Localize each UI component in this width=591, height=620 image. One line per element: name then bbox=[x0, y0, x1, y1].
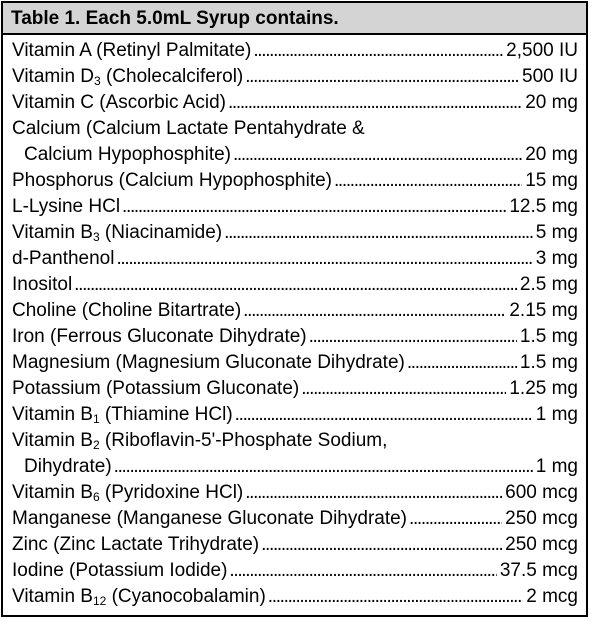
nutrient-name bbox=[12, 584, 523, 610]
nutrient-amount: 500 IU bbox=[522, 66, 578, 87]
nutrient-name bbox=[12, 428, 387, 454]
table-row bbox=[3, 324, 586, 350]
nutrient-amount: 5 mg bbox=[535, 222, 578, 243]
nutrient-name bbox=[12, 220, 533, 246]
nutrient-name-text: Dihydrate) bbox=[24, 456, 112, 477]
nutrient-name-suffix: (Cyanocobalamin) bbox=[106, 586, 266, 607]
nutrient-name-text: Vitamin B bbox=[12, 430, 93, 451]
table-row bbox=[3, 532, 586, 558]
supplement-facts-table bbox=[1, 1, 588, 617]
nutrient-name bbox=[12, 168, 522, 194]
nutrient-name-text: Phosphorus (Calcium Hypophosphite) bbox=[12, 170, 332, 191]
nutrient-name bbox=[12, 376, 506, 402]
nutrient-subscript: 3 bbox=[94, 74, 101, 88]
table-row bbox=[3, 194, 586, 220]
nutrient-name-text: Vitamin B bbox=[12, 404, 93, 425]
nutrient-name bbox=[12, 480, 502, 506]
nutrient-amount: 1 mg bbox=[535, 404, 578, 425]
nutrient-amount: 250 mcg bbox=[505, 534, 578, 555]
nutrient-name bbox=[24, 454, 533, 480]
table-row bbox=[3, 584, 586, 610]
nutrient-amount: 250 mcg bbox=[505, 508, 578, 529]
nutrient-amount: 15 mg bbox=[525, 170, 578, 191]
nutrient-name-text: Magnesium (Magnesium Gluconate Dihydrate) bbox=[12, 352, 405, 373]
nutrient-amount: 1.5 mg bbox=[519, 352, 578, 373]
table-row bbox=[3, 402, 586, 428]
nutrient-amount: 2.15 mg bbox=[509, 300, 578, 321]
nutrient-name-text: Zinc (Zinc Lactate Trihydrate) bbox=[12, 534, 260, 555]
nutrient-name bbox=[12, 64, 519, 90]
nutrient-amount: 1.5 mg bbox=[519, 326, 578, 347]
table-row bbox=[3, 142, 586, 168]
nutrient-amount: 1 mg bbox=[535, 456, 578, 477]
table-row bbox=[3, 246, 586, 272]
table-row bbox=[3, 506, 586, 532]
table-row bbox=[3, 116, 586, 142]
nutrient-name-text: Manganese (Manganese Gluconate Dihydrate) bbox=[12, 508, 408, 529]
nutrient-name-suffix: (Pyridoxine HCl) bbox=[99, 482, 244, 503]
nutrient-amount: 2,500 IU bbox=[506, 40, 578, 61]
nutrient-amount: 2 mcg bbox=[526, 586, 578, 607]
nutrient-name-text: Vitamin B bbox=[12, 222, 93, 243]
nutrient-name-text: Vitamin B bbox=[12, 482, 93, 503]
nutrient-name bbox=[12, 272, 517, 298]
table-row bbox=[3, 376, 586, 402]
table-row bbox=[3, 168, 586, 194]
table-row bbox=[3, 90, 586, 116]
nutrient-name-text: Choline (Choline Bitartrate) bbox=[12, 300, 242, 321]
nutrient-name-text: L-Lysine HCl bbox=[12, 196, 121, 217]
nutrient-name-text: Vitamin D bbox=[12, 66, 95, 87]
table-row bbox=[3, 558, 586, 584]
nutrient-name-suffix: (Niacinamide) bbox=[99, 222, 223, 243]
nutrient-name bbox=[12, 38, 503, 64]
table-caption: Table 1. Each 5.0mL Syrup contains. bbox=[3, 3, 586, 35]
nutrient-name bbox=[12, 324, 517, 350]
nutrient-name-text: Calcium (Calcium Lactate Pentahydrate & bbox=[12, 118, 365, 139]
nutrient-amount: 2.5 mg bbox=[519, 274, 578, 295]
nutrient-name bbox=[12, 506, 502, 532]
table-row bbox=[3, 38, 586, 64]
table-row bbox=[3, 64, 586, 90]
nutrient-name-text: d-Panthenol bbox=[12, 248, 115, 269]
nutrient-name bbox=[12, 90, 522, 116]
nutrient-name bbox=[12, 350, 517, 376]
nutrient-subscript: 2 bbox=[92, 438, 100, 452]
nutrient-name bbox=[12, 298, 506, 324]
table-row bbox=[3, 428, 586, 454]
table-row bbox=[3, 480, 586, 506]
table-row bbox=[3, 272, 586, 298]
nutrient-name bbox=[12, 402, 533, 428]
nutrient-subscript: 6 bbox=[92, 490, 100, 504]
nutrient-subscript: 1 bbox=[92, 412, 100, 426]
nutrient-subscript: 12 bbox=[92, 594, 107, 608]
nutrient-name-suffix: (Cholecalciferol) bbox=[100, 66, 244, 87]
nutrient-name-text: Iodine (Potassium Iodide) bbox=[12, 560, 228, 581]
nutrient-name bbox=[24, 142, 522, 168]
nutrient-amount: 20 mg bbox=[525, 92, 578, 113]
table-row bbox=[3, 350, 586, 376]
nutrient-name-text: Inositol bbox=[12, 274, 73, 295]
nutrient-amount: 37.5 mcg bbox=[499, 560, 578, 581]
nutrient-name-text: Vitamin B bbox=[12, 586, 93, 607]
nutrient-name-text: Potassium (Potassium Gluconate) bbox=[12, 378, 300, 399]
nutrient-name-suffix: (Riboflavin-5'-Phosphate Sodium, bbox=[99, 430, 388, 451]
table-row bbox=[3, 220, 586, 246]
nutrient-name bbox=[12, 194, 506, 220]
nutrient-name bbox=[12, 246, 533, 272]
table-row bbox=[3, 298, 586, 324]
nutrient-amount: 600 mcg bbox=[505, 482, 578, 503]
nutrient-name-text: Iron (Ferrous Gluconate Dihydrate) bbox=[12, 326, 307, 347]
nutrient-name bbox=[12, 116, 365, 142]
table-body bbox=[3, 35, 586, 610]
nutrient-name bbox=[12, 532, 502, 558]
nutrient-amount: 20 mg bbox=[525, 144, 578, 165]
nutrient-amount: 1.25 mg bbox=[509, 378, 578, 399]
nutrient-amount: 3 mg bbox=[535, 248, 578, 269]
nutrient-amount: 12.5 mg bbox=[509, 196, 578, 217]
nutrient-name-suffix: (Thiamine HCl) bbox=[99, 404, 233, 425]
nutrient-name bbox=[12, 558, 497, 584]
nutrient-subscript: 3 bbox=[92, 230, 100, 244]
nutrient-name-text: Vitamin C (Ascorbic Acid) bbox=[12, 92, 226, 113]
nutrient-name-text: Vitamin A (Retinyl Palmitate) bbox=[12, 40, 252, 61]
nutrient-name-text: Calcium Hypophosphite) bbox=[24, 144, 231, 165]
table-row bbox=[3, 454, 586, 480]
